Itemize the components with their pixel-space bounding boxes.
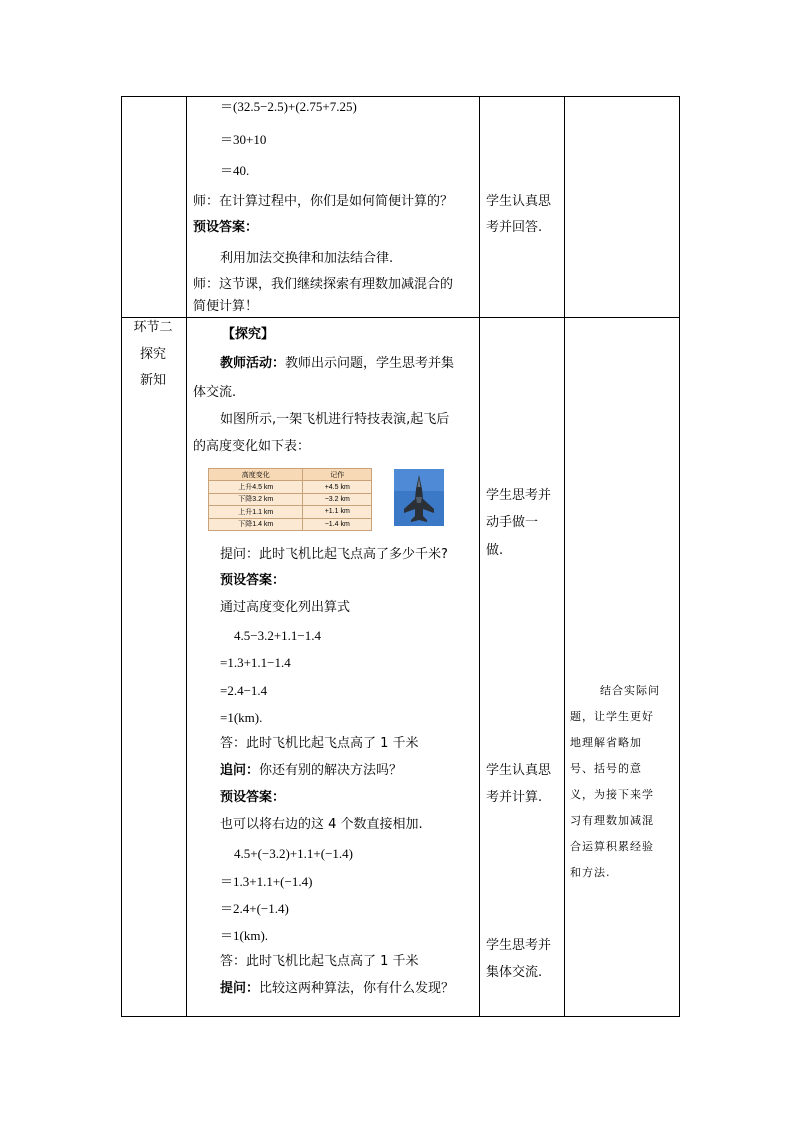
- problem-intro-cont: 的高度变化如下表：: [193, 439, 311, 454]
- height-change-table: [208, 468, 372, 531]
- table-cell: +1.1 km: [303, 506, 372, 518]
- note-line: 号、括号的意: [570, 762, 642, 775]
- table-border-bottom: [121, 1016, 680, 1017]
- note-line: 习有理数加减混: [570, 814, 654, 827]
- method-text: 也可以将右边的这 4 个数直接相加.: [220, 817, 423, 832]
- calc-line: =1(km).: [220, 710, 263, 725]
- stage-label: 环节二: [133, 320, 173, 335]
- comparison-question: [220, 980, 454, 998]
- student-activity: 学生思考并: [486, 488, 552, 503]
- table-row: [209, 481, 372, 493]
- table-header-row: [209, 469, 372, 481]
- calc-line: ＝2.4+(−1.4): [220, 901, 289, 916]
- teacher-activity-text: 教师出示问题，学生思考并集: [285, 356, 455, 371]
- calc-line: ＝1(km).: [220, 928, 269, 943]
- calc-line: ＝(32.5−2.5)+(2.75+7.25): [220, 99, 357, 114]
- preset-answer: 利用加法交换律和加法结合律.: [220, 251, 394, 266]
- table-row: [209, 518, 372, 530]
- row-divider: [121, 317, 680, 318]
- preset-answer-label: 预设答案：: [220, 573, 286, 588]
- ask-label: 提问：: [220, 981, 260, 996]
- stage-title: 探究: [139, 347, 166, 362]
- table-header: 记作: [303, 469, 372, 481]
- teacher-activity-cont: 体交流.: [193, 385, 237, 400]
- teacher-question: 师：在计算过程中，你们是如何简便计算的？: [193, 194, 454, 209]
- student-activity-cont: 动手做一: [486, 515, 539, 530]
- problem-intro: 如图所示,一架飞机进行特技表演,起飞后: [220, 412, 450, 427]
- followup-question: [220, 762, 402, 780]
- note-line: 合运算积累经验: [570, 840, 654, 853]
- table-cell: 上升1.1 km: [209, 506, 303, 518]
- calc-line: 4.5−3.2+1.1−1.4: [234, 628, 321, 643]
- col-line-right: [679, 96, 680, 1017]
- jet-icon: [394, 469, 444, 526]
- col-line-left: [121, 96, 122, 1017]
- teacher-activity: [220, 355, 454, 373]
- note-line: 结合实际问: [600, 684, 660, 697]
- note-line: 题，让学生更好: [570, 710, 654, 723]
- followup-label: 追问：: [220, 763, 260, 778]
- method-text: 通过高度变化列出算式: [220, 600, 351, 615]
- note-line: 义，为接下来学: [570, 788, 654, 801]
- note-line: 和方法.: [570, 866, 611, 879]
- answer-text: 答：此时飞机比起飞点高了 1 千米: [220, 954, 419, 969]
- preset-answer-label: 预设答案：: [220, 790, 286, 805]
- col-line-student: [564, 96, 565, 1017]
- table-cell: 上升4.5 km: [209, 481, 303, 493]
- table-cell: −1.4 km: [303, 518, 372, 530]
- jet-plane-image: [394, 469, 444, 526]
- table-cell: −3.2 km: [303, 493, 372, 505]
- student-activity-cont: 考并回答.: [486, 220, 543, 235]
- table-row: [209, 506, 372, 518]
- table-cell: 下降1.4 km: [209, 518, 303, 530]
- student-activity-cont: 做.: [486, 543, 504, 558]
- teacher-activity-label: 教师活动：: [220, 356, 286, 371]
- calc-line: 4.5+(−3.2)+1.1+(−1.4): [234, 846, 353, 861]
- col-line-process: [479, 96, 480, 1017]
- stage-title-cont: 新知: [139, 373, 166, 388]
- calc-line: ＝40.: [220, 163, 250, 178]
- teacher-statement-cont: 简便计算！: [193, 299, 259, 314]
- student-activity-cont: 考并计算.: [486, 790, 543, 805]
- answer-text: 答：此时飞机比起飞点高了 1 千米: [220, 736, 419, 751]
- design-intent-note: [570, 678, 678, 886]
- question: 提问：此时飞机比起飞点高了多少千米?: [220, 547, 448, 562]
- section-heading: 【探究】: [222, 327, 275, 342]
- student-activity: 学生认真思: [486, 763, 552, 778]
- student-activity: 学生认真思: [486, 194, 552, 209]
- preset-answer-label: 预设答案：: [193, 220, 259, 235]
- table-cell: 下降3.2 km: [209, 493, 303, 505]
- student-activity-cont: 集体交流.: [486, 965, 543, 980]
- calc-line: =1.3+1.1−1.4: [220, 655, 291, 670]
- calc-line: ＝30+10: [220, 132, 267, 147]
- table-row: [209, 493, 372, 505]
- table-border-top: [121, 96, 680, 97]
- teacher-statement: 师：这节课，我们继续探索有理数加减混合的: [193, 277, 454, 292]
- col-line-stage: [186, 96, 187, 1017]
- followup-text: 你还有别的解决方法吗？: [259, 763, 403, 778]
- student-activity: 学生思考并: [486, 938, 552, 953]
- calc-line: ＝1.3+1.1+(−1.4): [220, 874, 313, 889]
- ask-text: 比较这两种算法，你有什么发现？: [259, 981, 455, 996]
- table-cell: +4.5 km: [303, 481, 372, 493]
- note-line: 地理解省略加: [570, 736, 642, 749]
- calc-line: =2.4−1.4: [220, 683, 268, 698]
- table-header: 高度变化: [209, 469, 303, 481]
